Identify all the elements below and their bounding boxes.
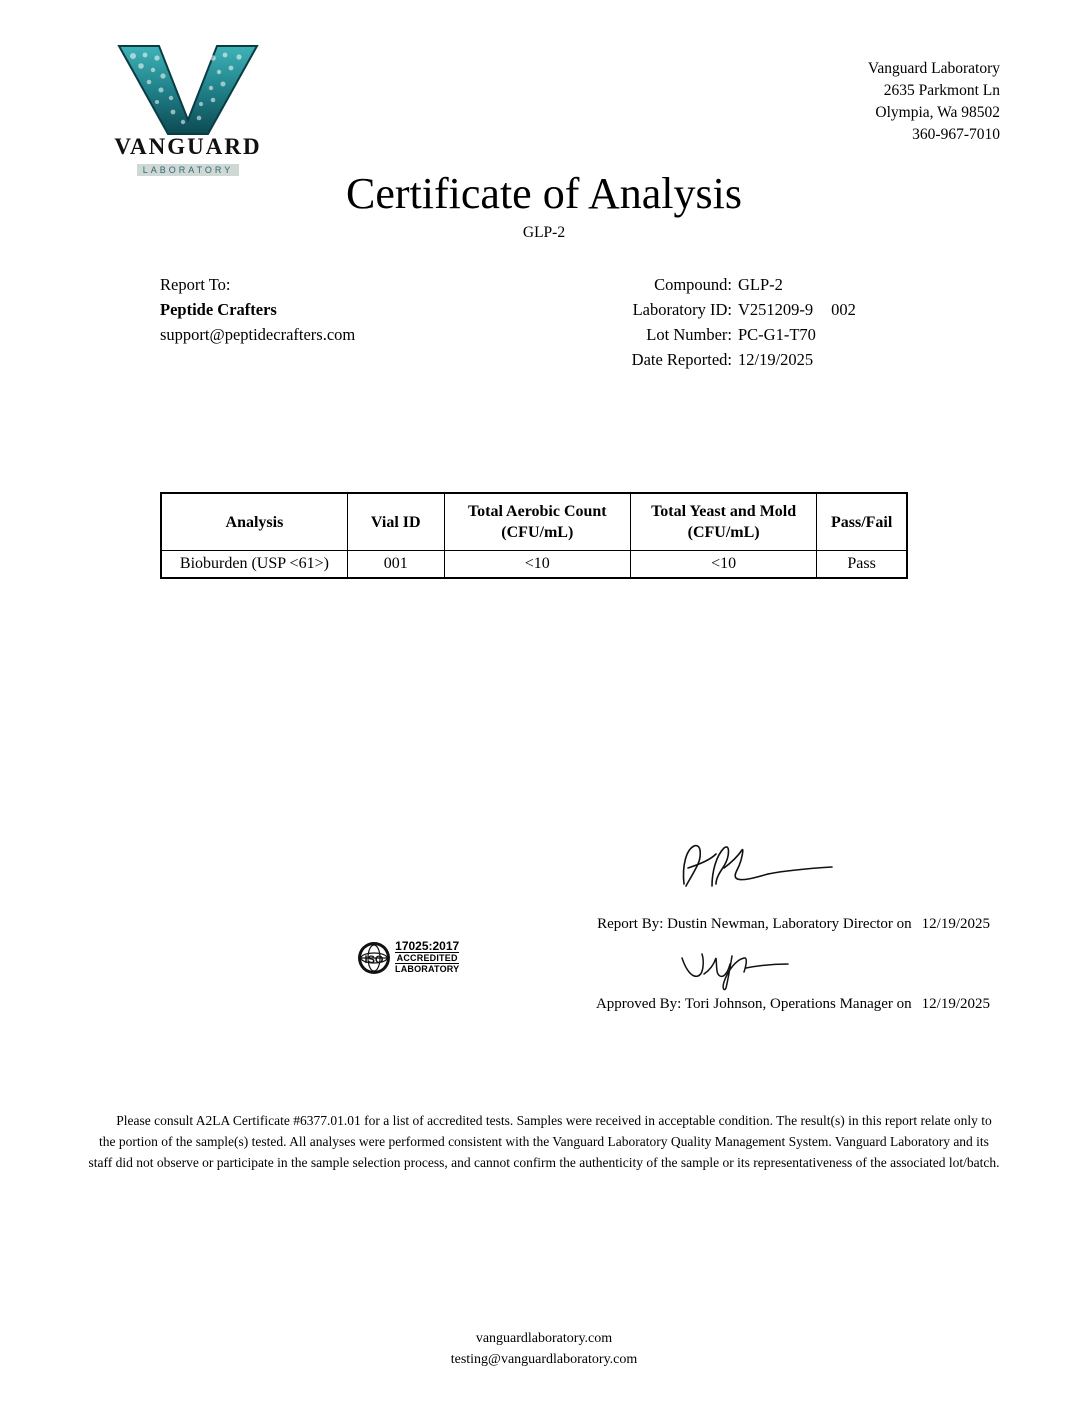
table-row [161, 551, 907, 579]
report-to-label: Report To: [160, 275, 231, 294]
signature-image-approved-by [676, 944, 806, 992]
client-name: Peptide Crafters [160, 300, 277, 319]
iso-standard: 17025:2017 [395, 939, 460, 954]
results-table [160, 492, 908, 579]
disclaimer-text: Please consult A2LA Certificate #6377.01.01 for a list of accredited tests. Samples were received in acceptable condition. The result(s) in this report relate only to the portion of the sample(s) tested. All analyses were performed consistent with the Vanguard Laboratory Quality Management System. Vanguard Laboratory and its staff did not observe or participate in the sample selection process, and cannot confirm the authenticity of the sample or its representativeness of the associated lot/batch. [88, 1113, 1000, 1170]
vanguard-v-icon [113, 42, 263, 138]
date-value: 12/19/2025 [738, 350, 814, 369]
header-yeast-line1: Total Yeast and Mold [651, 503, 797, 520]
date-label: Date Reported: [631, 350, 732, 369]
header-total-aerobic-count [444, 493, 630, 551]
cell-pass-fail: Pass [817, 551, 907, 579]
meta-lot-number [600, 322, 856, 347]
page-subtitle: GLP-2 [522, 224, 566, 241]
footer-block [0, 1328, 1088, 1370]
page-title: Certificate of Analysis [346, 169, 742, 218]
iso-accreditation-seal [356, 938, 482, 978]
lab-phone: 360-967-7010 [912, 126, 1000, 143]
globe-icon [356, 940, 392, 976]
svg-text:ISO: ISO [364, 954, 384, 966]
meta-compound [600, 272, 856, 297]
meta-lab-id [600, 297, 856, 322]
footer-email[interactable]: testing@vanguardlaboratory.com [450, 1352, 638, 1367]
lab-id-value-suffix: 002 [831, 300, 856, 319]
cell-vial-id: 001 [347, 551, 444, 579]
cell-aerobic-count: <10 [444, 551, 630, 579]
table-header-row [161, 493, 907, 551]
cell-analysis: Bioburden (USP <61>) [161, 551, 347, 579]
header-pass-fail: Pass/Fail [817, 493, 907, 551]
approved-by-text: Approved By: Tori Johnson, Operations Manager on [595, 996, 912, 1012]
lot-value: PC-G1-T70 [738, 325, 816, 344]
report-by-date: 12/19/2025 [921, 916, 990, 932]
client-email: support@peptidecrafters.com [160, 325, 356, 344]
iso-seal-text [395, 941, 459, 975]
header-analysis: Analysis [161, 493, 347, 551]
approved-by-line [420, 996, 990, 1013]
lab-id-value: V251209-9 [738, 300, 814, 319]
logo-subtext: LABORATORY [137, 164, 240, 176]
lab-address-block [868, 58, 1000, 146]
iso-laboratory: LABORATORY [395, 964, 460, 975]
report-by-text: Report By: Dustin Newman, Laboratory Director on [597, 916, 912, 932]
header-aerobic-line1: Total Aerobic Count [467, 503, 607, 520]
report-to-block [160, 272, 355, 347]
lab-address-line1: 2635 Parkmont Ln [883, 82, 1000, 99]
footer-website[interactable]: vanguardlaboratory.com [475, 1331, 613, 1346]
cell-yeast-mold: <10 [630, 551, 816, 579]
lab-address-line2: Olympia, Wa 98502 [875, 104, 1000, 121]
header-total-yeast-mold [630, 493, 816, 551]
logo-wordmark: VANGUARD [114, 134, 262, 159]
lab-id-label: Laboratory ID: [632, 300, 732, 319]
signature-image-report-by [676, 838, 846, 894]
header-yeast-line2: (CFU/mL) [687, 524, 760, 541]
header-aerobic-line2: (CFU/mL) [501, 524, 574, 541]
meta-date-reported [600, 347, 856, 372]
lab-name: Vanguard Laboratory [867, 60, 1000, 77]
report-by-line [420, 916, 990, 933]
compound-label: Compound: [654, 275, 732, 294]
approved-by-date: 12/19/2025 [921, 996, 990, 1012]
compound-value: GLP-2 [738, 275, 783, 294]
company-logo [108, 42, 268, 175]
iso-accredited: ACCREDITED [396, 952, 458, 963]
header-vial-id: Vial ID [347, 493, 444, 551]
lot-label: Lot Number: [646, 325, 732, 344]
sample-meta-block [600, 272, 856, 372]
